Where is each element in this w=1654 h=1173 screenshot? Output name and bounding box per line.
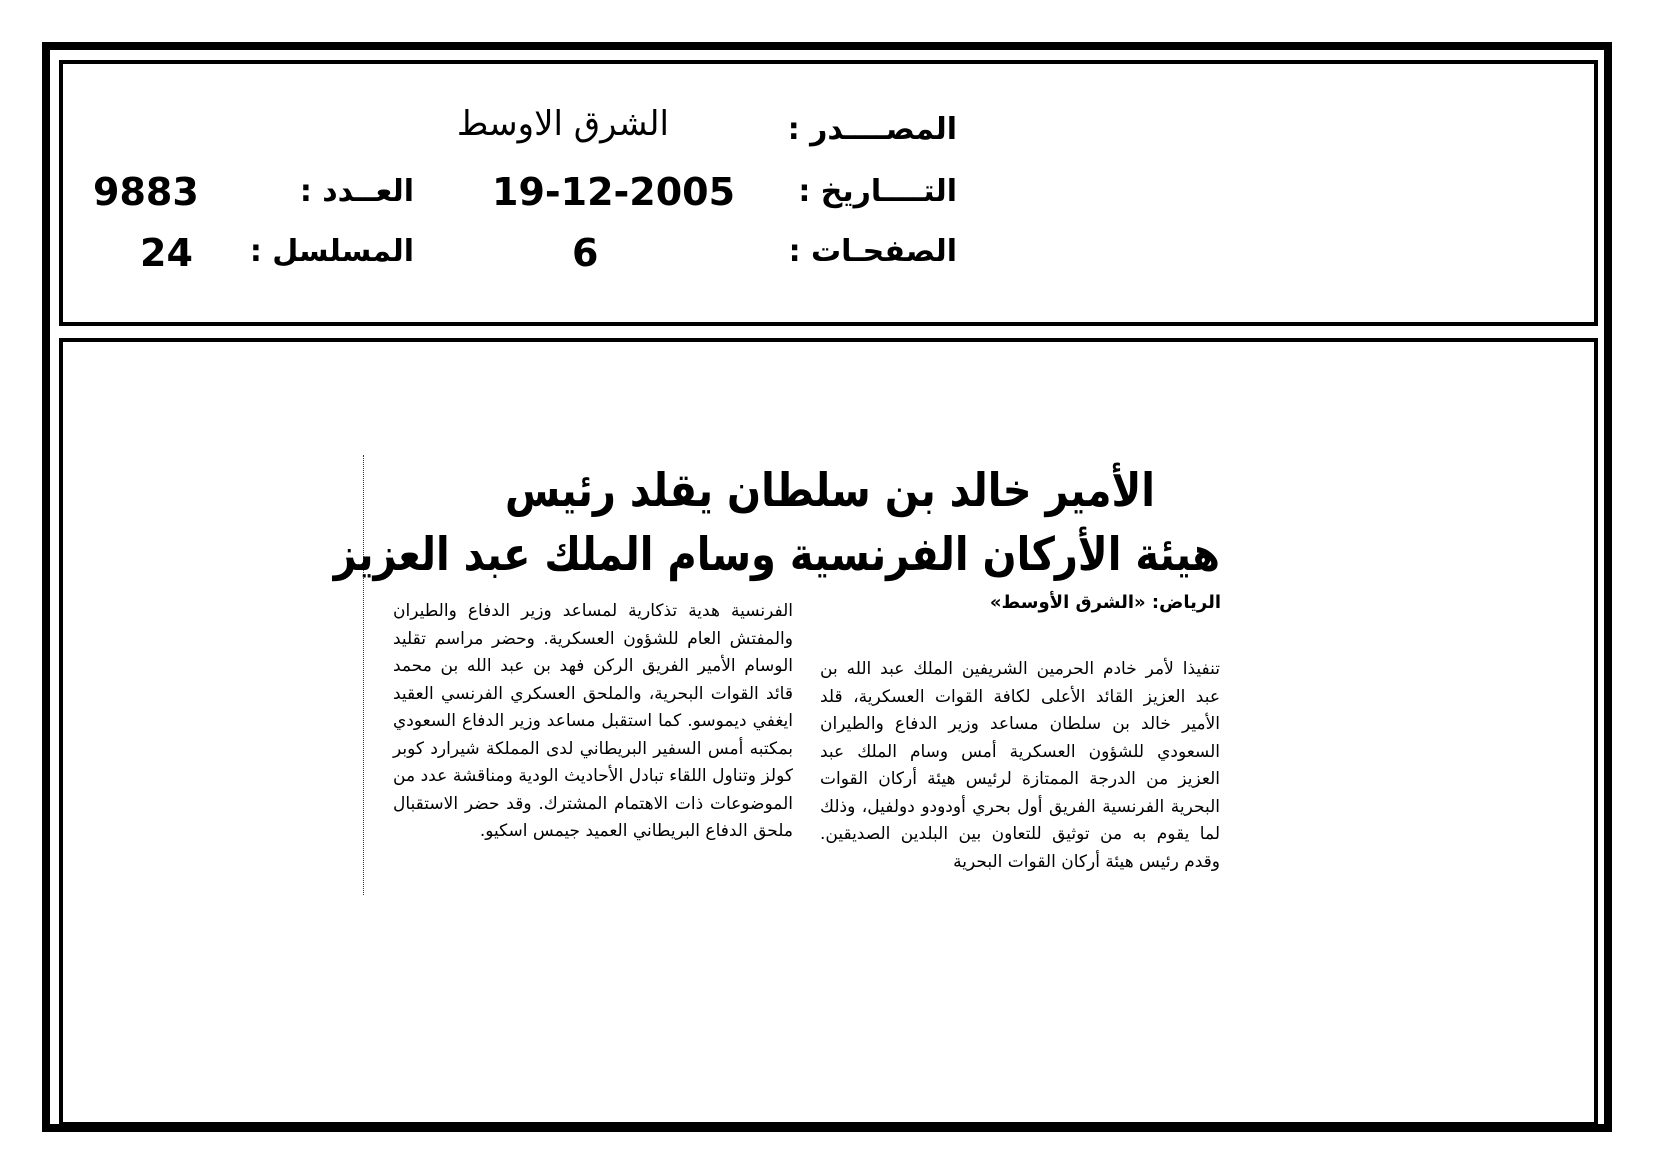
serial-value: 24 xyxy=(140,231,193,275)
date-value: 19-12-2005 xyxy=(492,170,736,214)
pages-label: الصفحـات : xyxy=(788,234,957,269)
serial-label: المسلسل : xyxy=(249,234,414,269)
date-label: التــــاريخ : xyxy=(798,174,957,209)
issue-value: 9883 xyxy=(93,170,199,214)
source-value: الشرق الاوسط xyxy=(456,104,669,144)
article-paragraph: تنفيذا لأمر خادم الحرمين الشريفين الملك عبد الله بن عبد العزيز القائد الأعلى لكافة القوات العسكرية، قلد الأمير خالد بن سلطان مساعد وزير الدفاع والطيران السعودي للشؤون العسكرية أمس وسام الملك عبد العزيز من الدرجة الممتازة لرئيس هيئة أركان القوات البحرية الفرنسية الفريق أول بحري أودودو دولفيل، وذلك لما يقوم به من توثيق للتعاون بين البلدين الصديقين. وقدم رئيس هيئة أركان القوات البحرية xyxy=(820,659,1220,872)
article-paragraph: الفرنسية هدية تذكارية لمساعد وزير الدفاع والطيران والمفتش العام للشؤون العسكرية. وحضر مراسم تقليد الوسام الأمير الفريق الركن فهد بن عبد الله بن محمد قائد القوات البحرية، والملحق العسكري الفرنسي العقيد ايغفي ديموسو. كما استقبل مساعد وزير الدفاع السعودي بمكتبه أمس السفير البريطاني لدى المملكة شيرارد كوبر كولز وتناول اللقاء تبادل الأحاديث الودية ومناقشة عدد من الموضوعات ذات الاهتمام المشترك. وقد حضر الاستقبال ملحق الدفاع البريطاني العميد جيمس اسكيو. xyxy=(393,601,793,841)
byline: الرياض: «الشرق الأوسط» xyxy=(989,592,1221,613)
issue-label: العــدد : xyxy=(299,174,414,209)
pages-value: 6 xyxy=(572,231,599,275)
headline-line-2: هيئة الأركان الفرنسية وسام الملك عبد العزيز xyxy=(333,528,1220,582)
headline-line-1: الأمير خالد بن سلطان يقلد رئيس xyxy=(504,464,1156,518)
source-label: المصــــدر : xyxy=(787,112,957,147)
article-column-left xyxy=(393,598,793,846)
article-column-right xyxy=(820,656,1220,876)
clipping-edge xyxy=(363,455,364,895)
